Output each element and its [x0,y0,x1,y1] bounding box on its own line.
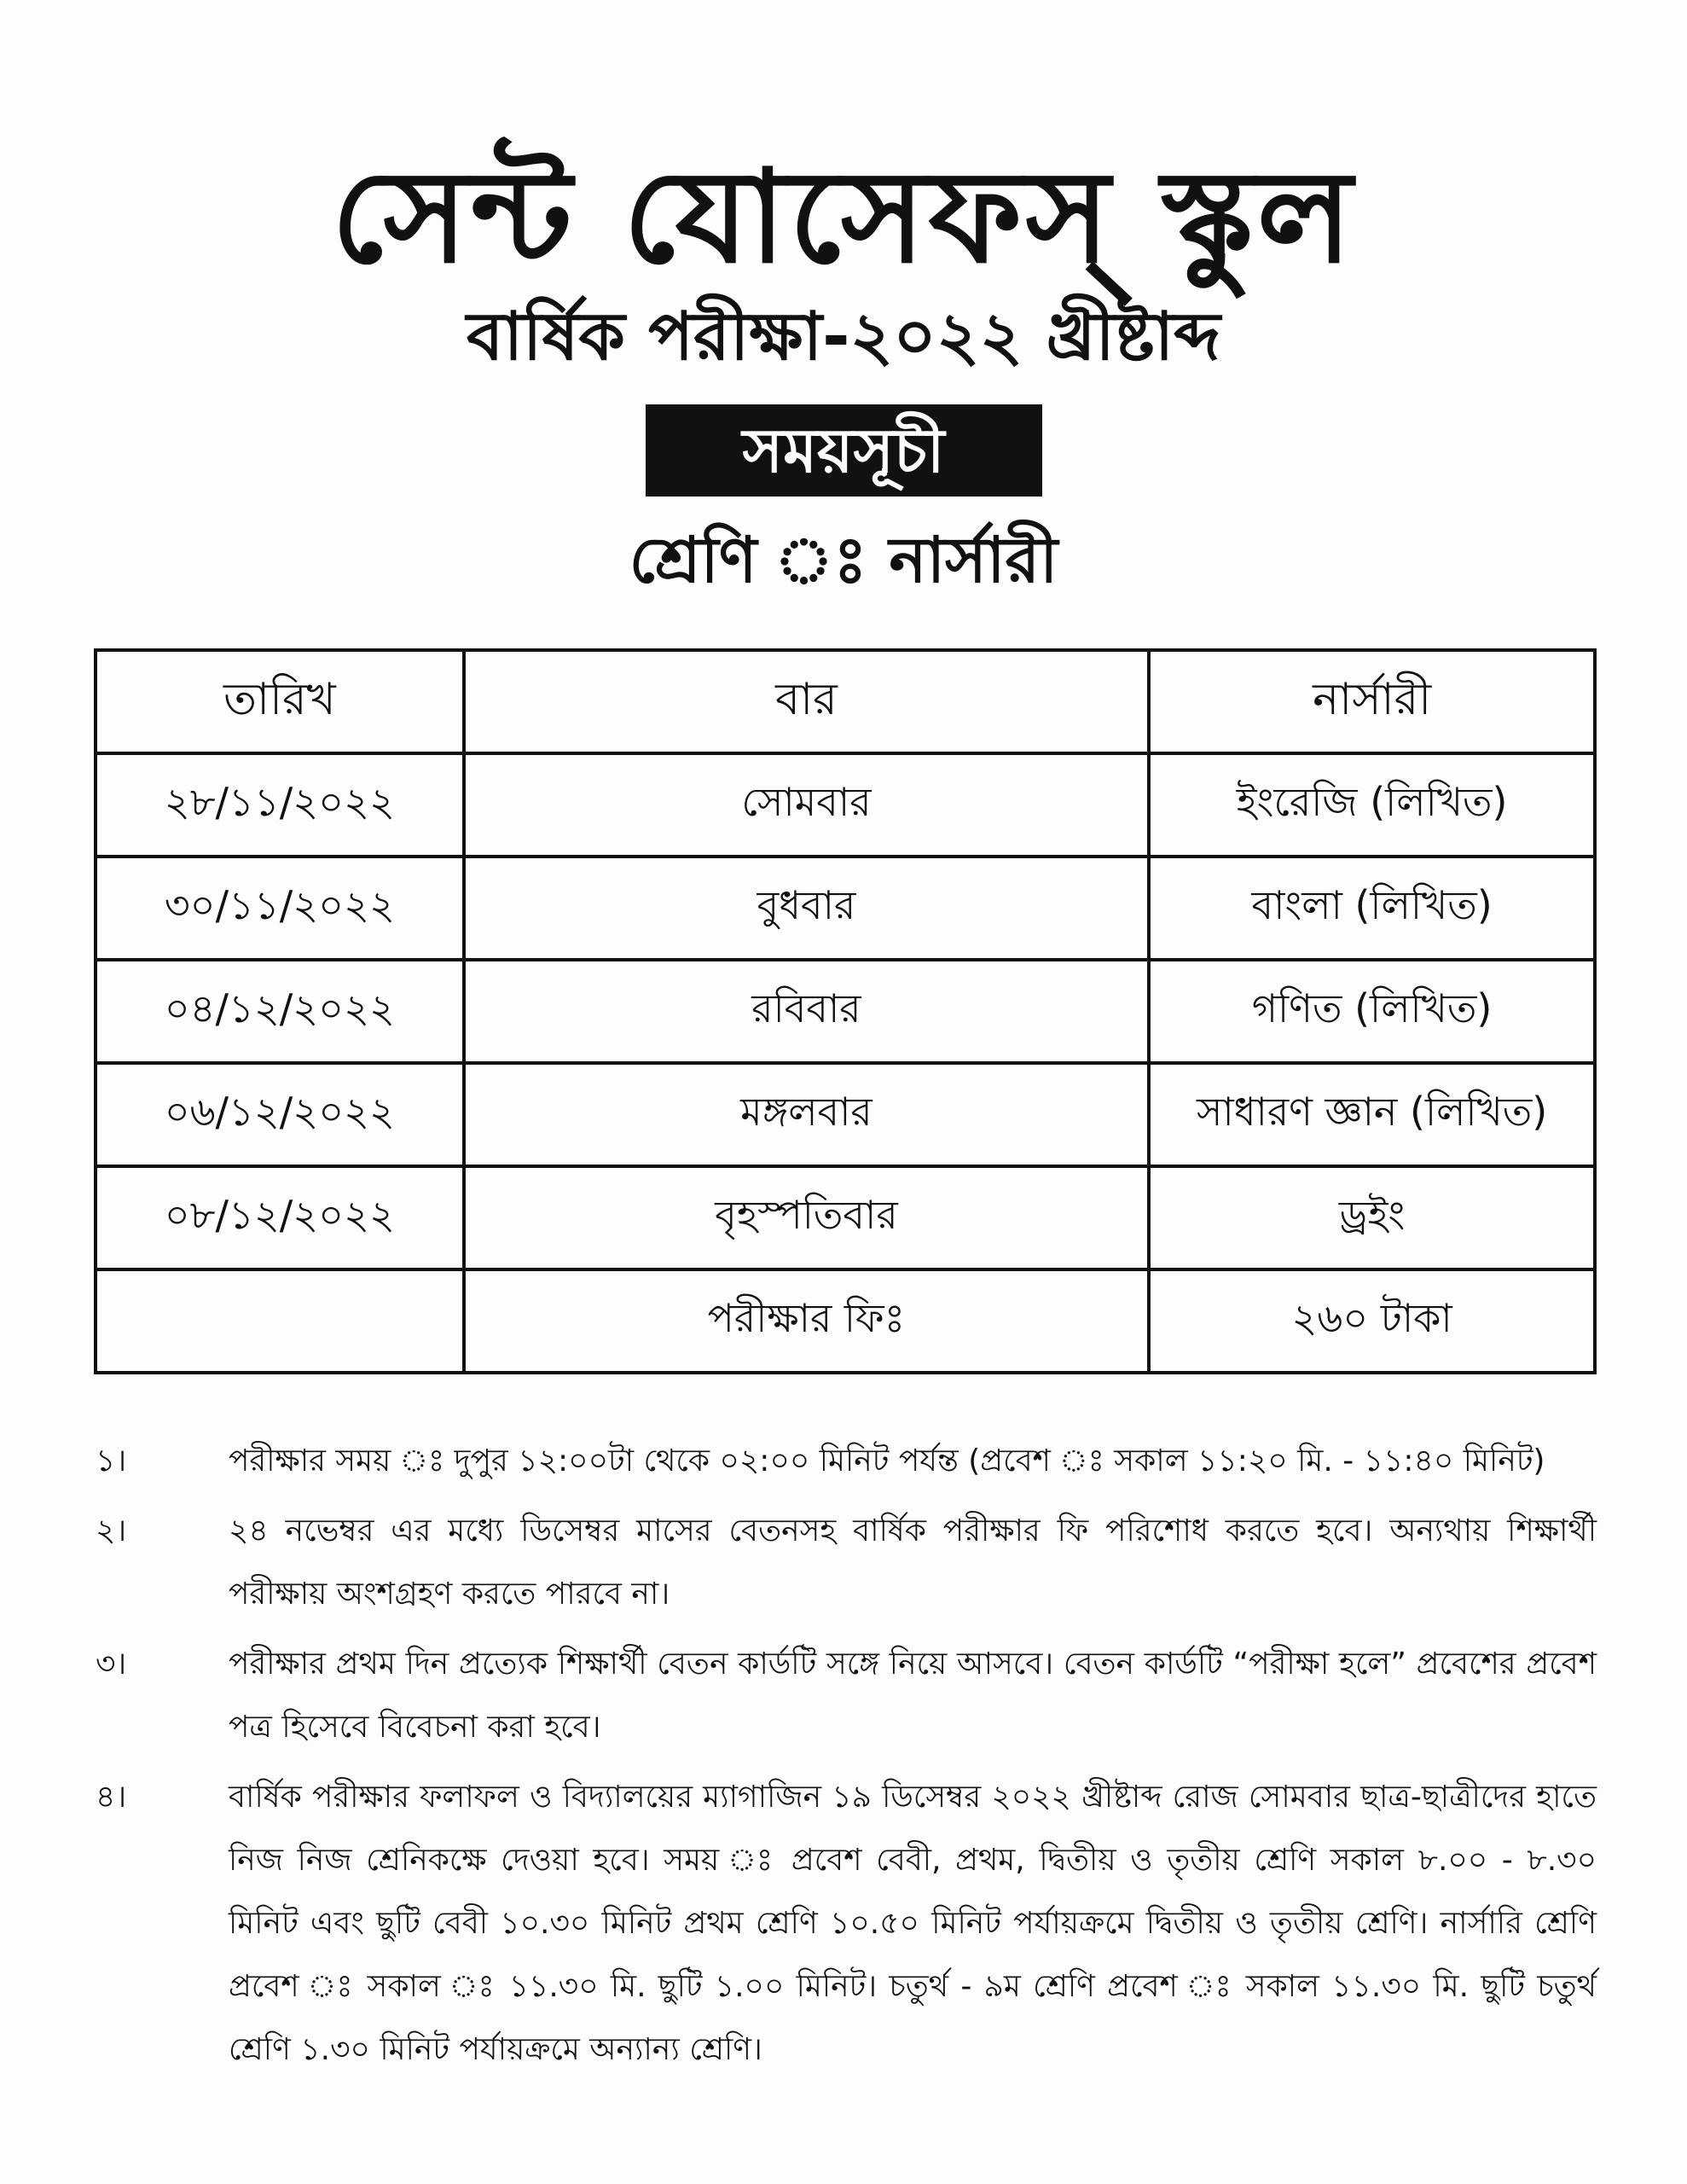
note-number: ১। [96,1443,127,1478]
schedule-badge: সময়সূচী [646,404,1042,497]
note-text: বার্ষিক পরীক্ষার ফলাফল ও বিদ্যালয়ের ম্যাগাজিন ১৯ ডিসেম্বর ২০২২ খ্রীষ্টাব্দ রোজ সোমবার ছাত্র-ছাত্রীদের হাতে নিজ নিজ শ্রেনিকক্ষে দেওয়া হবে। সময় ঃ প্রবেশ বেবী, প্রথম, দ্বিতীয় ও তৃতীয় শ্রেণি সকাল ৮.০০ - ৮.৩০ মিনিট এবং ছুটি বেবী ১০.৩০ মিনিট প্রথম শ্রেণি ১০.৫০ মিনিট পর্যায়ক্রমে দ্বিতীয় ও তৃতীয় শ্রেণি। নার্সারি শ্রেণি প্রবেশ ঃ সকাল ঃ ১১.৩০ মি. ছুটি ১.০০ মিনিট। চতুর্থ - ৯ম শ্রেণি প্রবেশ ঃ সকাল ১১.৩০ মি. ছুটি চতুর্থ শ্রেণি ১.৩০ মিনিট পর্যায়ক্রমে অন্যান্য শ্রেণি। [229,1780,1597,2067]
column-header-day: বার [464,650,1149,753]
exam-schedule-table [94,648,1597,1374]
schedule-badge-wrap [0,404,1687,497]
day-cell: সোমবার [464,753,1149,857]
table-row [96,753,1595,857]
note-number: ৩। [96,1647,127,1682]
date-cell: ৩০/১১/২০২২ [96,857,464,960]
column-header-subject: নার্সারী [1149,650,1595,753]
day-cell: মঙ্গলবার [464,1063,1149,1166]
date-cell: ০৮/১২/২০২২ [96,1166,464,1269]
day-cell: রবিবার [464,960,1149,1063]
subject-cell: ড্রইং [1149,1166,1595,1269]
date-cell: ০৬/১২/২০২২ [96,1063,464,1166]
table-row [96,1166,1595,1269]
note-item [96,1766,1597,2082]
table-row [96,1063,1595,1166]
note-number: ২। [96,1513,127,1548]
subject-cell: বাংলা (লিখিত) [1149,857,1595,960]
note-item [96,1633,1597,1759]
fee-label: পরীক্ষার ফিঃ [464,1269,1149,1373]
table-row [96,857,1595,960]
fee-value: ২৬০ টাকা [1149,1269,1595,1373]
note-item [96,1430,1597,1493]
note-number: ৪। [96,1780,127,1815]
note-text: পরীক্ষার প্রথম দিন প্রত্যেক শিক্ষার্থী বেতন কার্ডটি সঙ্গে নিয়ে আসবে। বেতন কার্ডটি “পরীক্ষা হলে” প্রবেশের প্রবেশ পত্র হিসেবে বিবেচনা করা হবে। [229,1647,1597,1745]
class-line: শ্রেণি ঃ নার্সারী [629,524,1058,597]
subject-cell: সাধারণ জ্ঞান (লিখিত) [1149,1063,1595,1166]
note-text: পরীক্ষার সময় ঃ দুপুর ১২:০০টা থেকে ০২:০০ মিনিট পর্যন্ত (প্রবেশ ঃ সকাল ১১:২০ মি. - ১১:৪০ মিনিট) [229,1443,1545,1478]
table-header-row [96,650,1595,753]
table-row [96,960,1595,1063]
column-header-date: তারিখ [96,650,464,753]
fee-row [96,1269,1595,1373]
date-cell: ০৪/১২/২০২২ [96,960,464,1063]
day-cell: বৃহস্পতিবার [464,1166,1149,1269]
subject-cell: গণিত (লিখিত) [1149,960,1595,1063]
note-item [96,1500,1597,1626]
date-cell: ২৮/১১/২০২২ [96,753,464,857]
subject-cell: ইংরেজি (লিখিত) [1149,753,1595,857]
school-name: সেন্ট যোসেফস্ স্কুল [331,143,1356,292]
empty-cell [96,1269,464,1373]
note-text: ২৪ নভেম্বর এর মধ্যে ডিসেম্বর মাসের বেতনসহ বার্ষিক পরীক্ষার ফি পরিশোধ করতে হবে। অন্যথায় শিক্ষার্থী পরীক্ষায় অংশগ্রহণ করতে পারবে না। [229,1513,1597,1612]
notes-list [96,1430,1597,2088]
day-cell: বুধবার [464,857,1149,960]
exam-title: বার্ষিক পরীক্ষা-২০২২ খ্রীষ্টাব্দ [467,299,1220,375]
